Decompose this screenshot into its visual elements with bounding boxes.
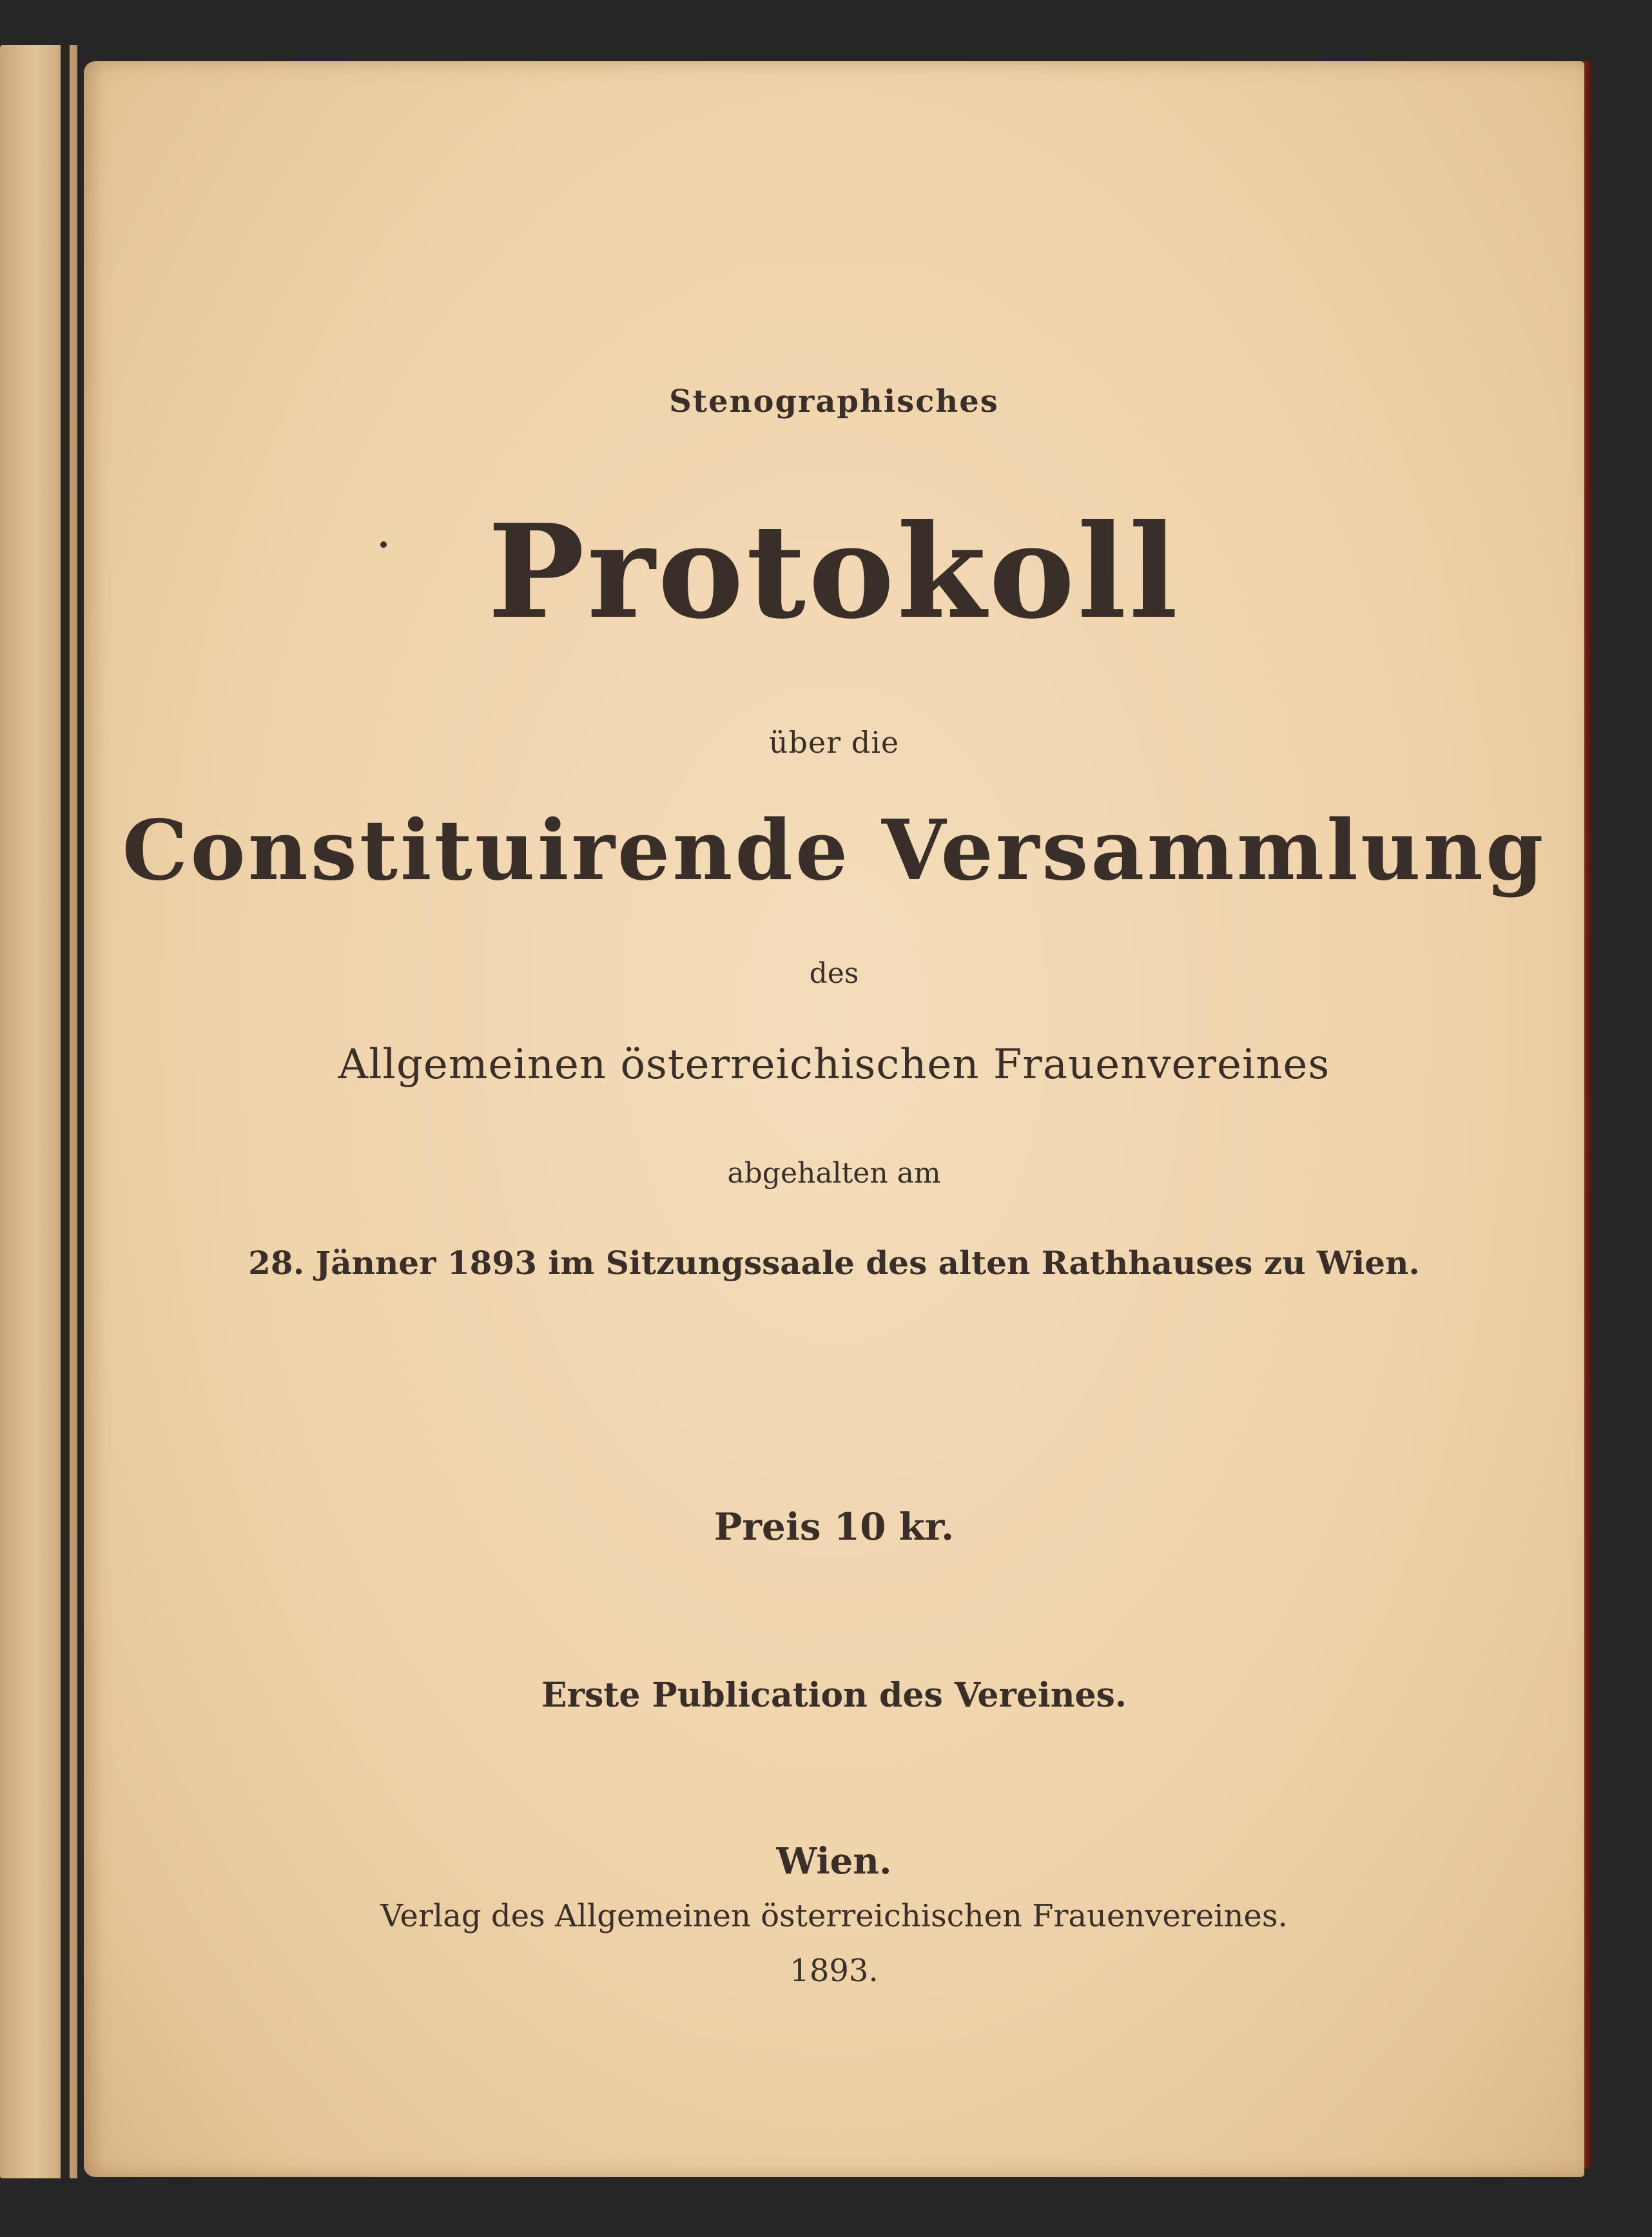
organization-name: Allgemeinen österreichischen Frauenvereines [338,1041,1330,1089]
publication-note: Erste Publication des Vereines. [541,1676,1127,1715]
of-text: des [809,957,859,990]
imprint-publisher: Verlag des Allgemeinen österreichischen Frauenvereines. [380,1898,1288,1934]
subject-title: Constituirende Versammlung [122,802,1546,899]
binding-seam [61,45,70,2178]
title-page [84,61,1584,2177]
connector-text: über die [768,725,900,760]
previous-page-edge [0,45,77,2178]
date-location: 28. Jänner 1893 im Sitzungssaale des alten Rathhauses zu Wien. [248,1244,1420,1282]
main-title: Protokoll [487,496,1181,648]
imprint-city: Wien. [776,1840,892,1883]
held-at-text: abgehalten am [727,1157,941,1190]
imprint-year: 1893. [790,1953,879,1989]
kicker-text: Stenographisches [669,383,999,420]
price-text: Preis 10 kr. [714,1505,955,1549]
